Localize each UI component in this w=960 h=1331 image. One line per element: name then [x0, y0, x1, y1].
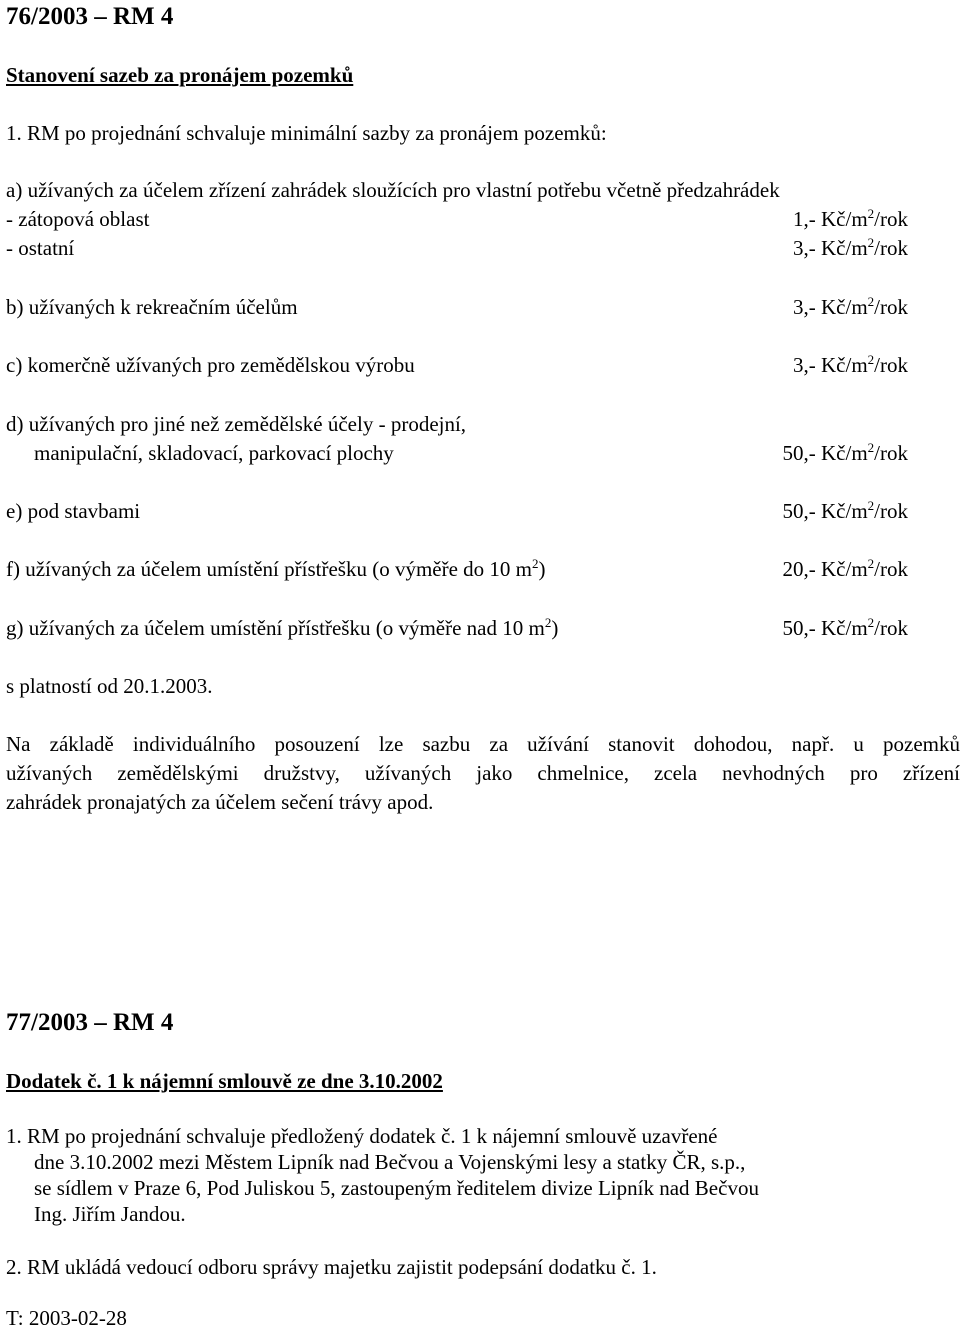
item-a-sub1-label: - zátopová oblast	[6, 207, 150, 231]
item-g-rate: 50,- $Kč/m^2$/rok	[782, 615, 908, 640]
item-c-rate: 3,- $Kč/m^2$/rok	[793, 352, 908, 377]
item-a-sub1-rate: 1,- $Kč/m^2$/rok	[793, 206, 908, 231]
item-a-title: a) užívaných za účelem zřízení zahrádek sloužících pro vlastní potřebu včetně předzahrádek	[6, 178, 780, 202]
item-a-sub2-rate: 3,- $Kč/m^2$/rok	[793, 235, 908, 260]
item-e-label: e) pod stavbami	[6, 499, 141, 523]
point-1-line4: Ing. Jiřím Jandou.	[34, 1202, 186, 1226]
item-e-rate: 50,- $Kč/m^2$/rok	[782, 498, 908, 523]
resolution-heading-76: 76/2003 – RM 4	[6, 3, 174, 30]
item-b-rate: 3,- $Kč/m^2$/rok	[793, 294, 908, 319]
point-1-line2: dne 3.10.2002 mezi Městem Lipník nad Bečvou a Vojenskými lesy a statky ČR, s.p.,	[34, 1150, 746, 1174]
point-1-line3: se sídlem v Praze 6, Pod Juliskou 5, zastoupeným ředitelem divize Lipník nad Bečvou	[34, 1176, 759, 1200]
deadline: T: 2003-02-28	[6, 1306, 127, 1330]
validity-text: s platností od 20.1.2003.	[6, 674, 213, 698]
item-b-label: b) užívaných k rekreačním účelům	[6, 295, 298, 319]
point-1-line1: 1. RM po projednání schvaluje předložený dodatek č. 1 k nájemní smlouvě uzavřené	[6, 1124, 718, 1148]
point-2: 2. RM ukládá vedoucí odboru správy majetku zajistit podepsání dodatku č. 1.	[6, 1255, 657, 1279]
resolution-subheading-76: Stanovení sazeb za pronájem pozemků	[6, 63, 354, 87]
item-c-label: c) komerčně užívaných pro zemědělskou výrobu	[6, 353, 415, 377]
item-g-label: g) užívaných za účelem umístění přístřešku (o výměře nad 10 $m^2$)	[6, 615, 559, 640]
resolution-heading-77: 77/2003 – RM 4	[6, 1009, 174, 1036]
note-line-3: zahrádek pronajatých za účelem sečení trávy apod.	[6, 790, 434, 814]
item-d-rate: 50,- $Kč/m^2$/rok	[782, 440, 908, 465]
note-line-2: užívaných zemědělskými družstvy, užívaných jako chmelnice, zcela nevhodných pro zřízení	[6, 761, 960, 785]
resolution-subheading-77: Dodatek č. 1 k nájemní smlouvě ze dne 3.10.2002	[6, 1069, 443, 1093]
item-d-label-line1: d) užívaných pro jiné než zemědělské účely - prodejní,	[6, 412, 467, 436]
item-f-label: f) užívaných za účelem umístění přístřešku (o výměře do 10 $m^2$)	[6, 556, 546, 581]
intro-paragraph: 1. RM po projednání schvaluje minimální sazby za pronájem pozemků:	[6, 121, 607, 145]
item-f-rate: 20,- $Kč/m^2$/rok	[782, 556, 908, 581]
item-d-label-line2: manipulační, skladovací, parkovací plochy	[34, 441, 394, 465]
note-line-1: Na základě individuálního posouzení lze sazbu za užívání stanovit dohodou, např. u pozemků	[6, 732, 960, 756]
item-a-sub2-label: - ostatní	[6, 236, 75, 260]
